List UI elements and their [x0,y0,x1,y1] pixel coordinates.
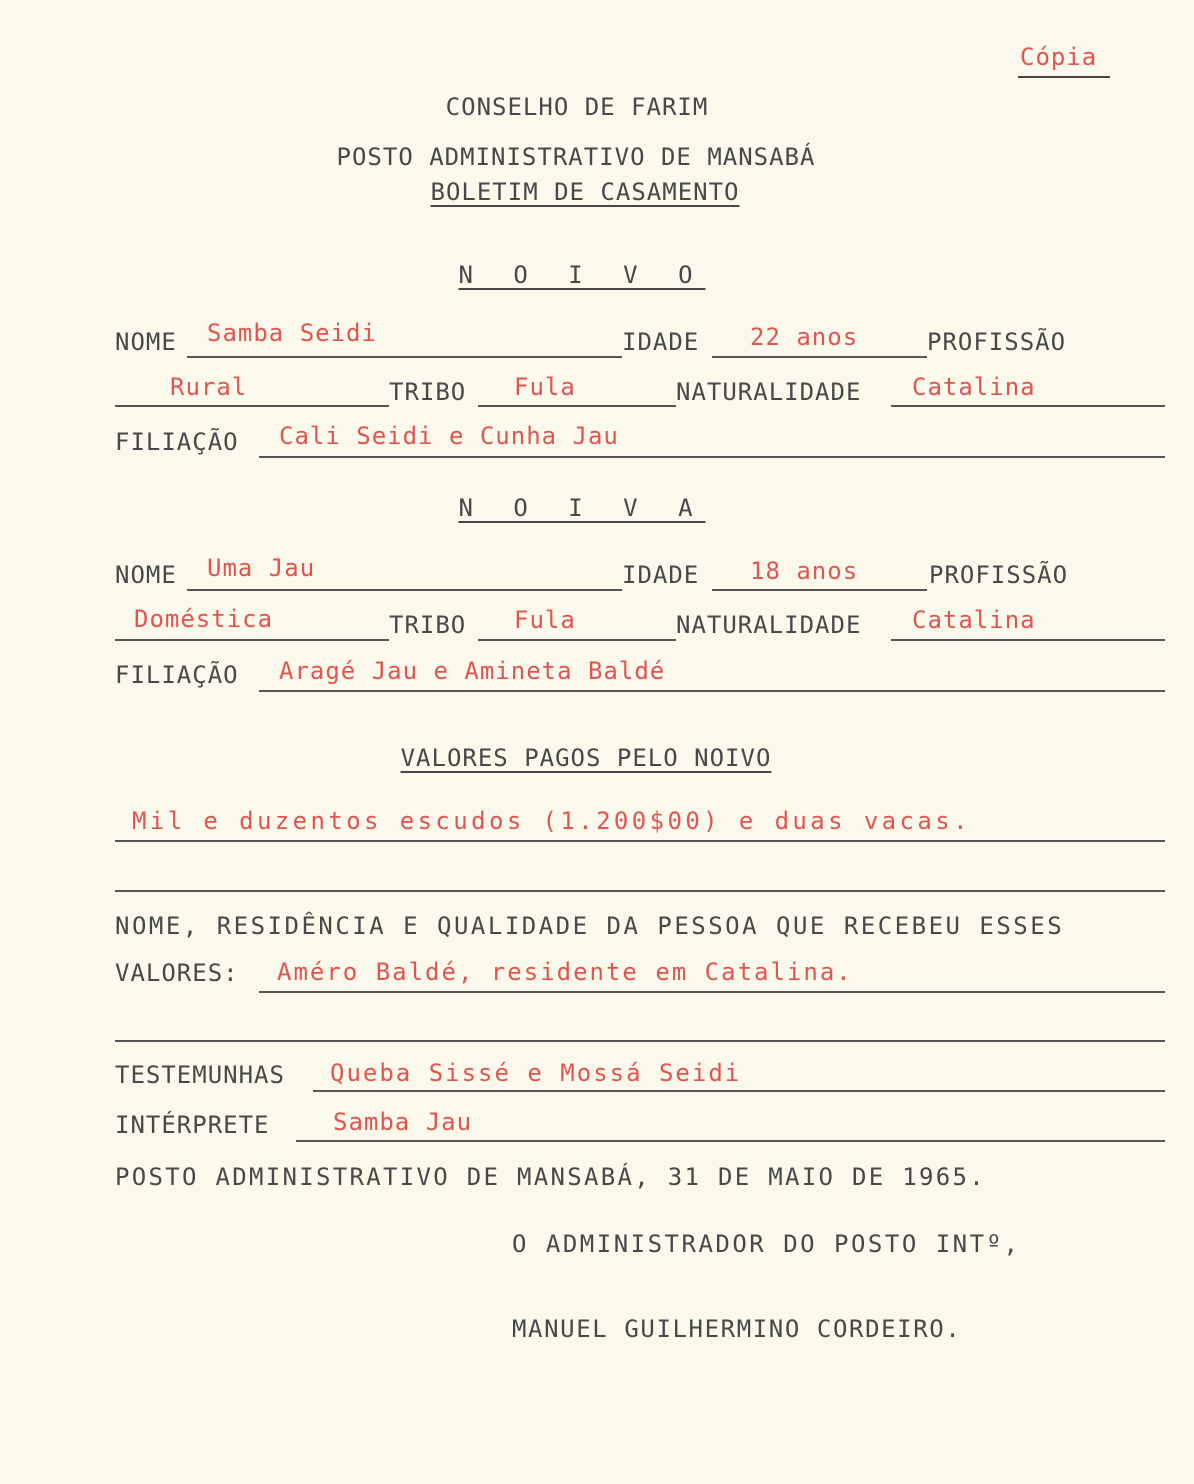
groom-profession-line [115,405,389,407]
recipient-value: Améro Baldé, residente em Catalina. [277,958,853,986]
payment-value: Mil e duzentos escudos (1.200$00) e duas vacas. [132,807,971,835]
bride-profession-value: Doméstica [134,605,274,633]
signature-title: O ADMINISTRADOR DO POSTO INTº, [512,1230,1021,1258]
groom-name-line [187,356,622,358]
groom-birthplace-value: Catalina [912,373,1036,401]
groom-parents-line [259,456,1165,458]
groom-tribe-value: Fula [514,373,576,401]
witnesses-line [313,1090,1165,1092]
bride-tribe-value: Fula [514,606,576,634]
groom-heading: N O I V O [458,261,706,289]
bride-parents-value: Aragé Jau e Amineta Baldé [279,657,666,685]
recipient-label-line1: NOME, RESIDÊNCIA E QUALIDADE DA PESSOA QUE RECEBEU ESSES [115,912,1065,940]
groom-birthplace-line [891,405,1165,407]
bride-heading: N O I V A [458,494,706,522]
bride-age-label: IDADE [622,561,700,589]
groom-tribe-line [478,405,676,407]
signature-name: MANUEL GUILHERMINO CORDEIRO. [512,1315,962,1343]
groom-parents-label: FILIAÇÃO [115,428,239,456]
payment-heading: VALORES PAGOS PELO NOIVO [400,744,772,772]
groom-age-line [712,356,927,358]
bride-parents-label: FILIAÇÃO [115,661,239,689]
groom-tribe-label: TRIBO [389,378,467,406]
witnesses-value: Queba Sissé e Mossá Seidi [330,1059,742,1087]
bride-parents-line [259,690,1165,692]
interpreter-label: INTÉRPRETE [115,1111,270,1139]
bride-tribe-line [478,639,676,641]
interpreter-line [296,1140,1165,1142]
post-name: POSTO ADMINISTRATIVO DE MANSABÁ [336,143,816,171]
bride-age-line [712,589,927,591]
copy-mark-underline [1018,76,1110,78]
bride-profession-label: PROFISSÃO [929,561,1069,589]
payment-line-1 [115,840,1165,842]
document-title: BOLETIM DE CASAMENTO [430,178,740,206]
bride-age-value: 18 anos [750,557,859,585]
place-date: POSTO ADMINISTRATIVO DE MANSABÁ, 31 DE MAIO DE 1965. [115,1163,986,1191]
bride-profession-line [115,639,389,641]
bride-name-value: Uma Jau [207,554,316,582]
groom-parents-value: Cali Seidi e Cunha Jau [279,422,619,450]
bride-birthplace-line [891,639,1165,641]
groom-name-label: NOME [115,328,177,356]
bride-name-label: NOME [115,561,177,589]
council-name: CONSELHO DE FARIM [445,93,709,121]
bride-birthplace-label: NATURALIDADE [676,611,862,639]
groom-age-value: 22 anos [750,323,859,351]
groom-age-label: IDADE [622,328,700,356]
bride-name-line [187,589,622,591]
interpreter-value: Samba Jau [333,1108,473,1136]
groom-birthplace-label: NATURALIDADE [676,378,862,406]
bride-birthplace-value: Catalina [912,606,1036,634]
recipient-line-2 [115,1040,1165,1042]
payment-line-2 [115,890,1165,892]
recipient-label-line2: VALORES: [115,959,239,987]
copy-mark: Cópia [1020,43,1098,71]
recipient-line-1 [259,991,1165,993]
groom-name-value: Samba Seidi [207,319,377,347]
witnesses-label: TESTEMUNHAS [115,1061,285,1089]
bride-tribe-label: TRIBO [389,611,467,639]
groom-profession-value: Rural [170,373,248,401]
groom-profession-label: PROFISSÃO [927,328,1067,356]
